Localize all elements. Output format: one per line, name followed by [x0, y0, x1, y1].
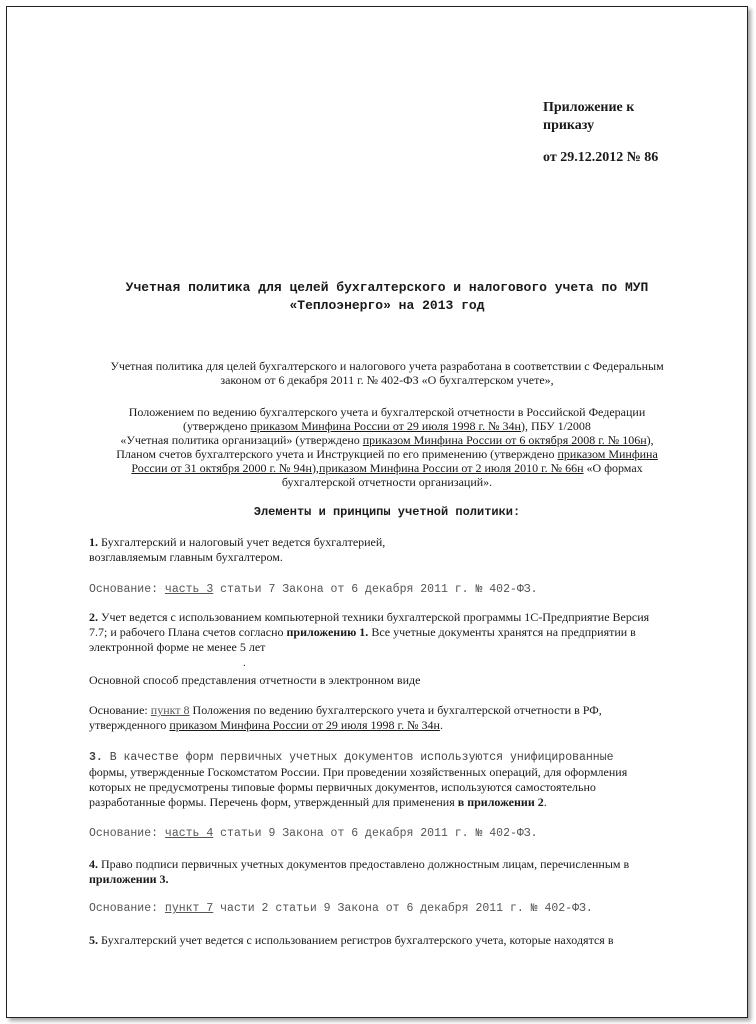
- text: Основание:: [89, 583, 165, 596]
- item-2: [89, 610, 709, 655]
- appendix-header: [543, 99, 634, 135]
- link-order-106n[interactable]: приказом Минфина России от 6 октября 2008 г. № 106н: [362, 433, 647, 447]
- item-1-line2: возглавляемым главным бухгалтером.: [89, 550, 283, 564]
- title-line1: Учетная политика для целей бухгалтерского и налогового учета по МУП: [125, 280, 649, 295]
- link-order-34n[interactable]: приказом Минфина России от 29 июля 1998 г. № 34н: [250, 419, 521, 433]
- item-3-line3: которых не предусмотрены типовые формы первичных документов, используются самостоятельно: [89, 780, 596, 794]
- text: части 2 статьи 9 Закона от 6 декабря 2011 г. № 402-ФЗ.: [213, 902, 593, 915]
- regulations-line3: [67, 433, 707, 447]
- text: ),: [311, 461, 319, 475]
- document-page: [6, 6, 748, 1018]
- regulations-line2: [67, 419, 707, 433]
- link-order-66n[interactable]: приказом Минфина России от 2 июля 2010 г. № 66н: [318, 461, 584, 475]
- item-4: [89, 857, 709, 887]
- regulations-line1: Положением по ведению бухгалтерского учета и бухгалтерской отчетности в Российской Федерации: [128, 405, 646, 419]
- appendix-line1: Приложение к: [543, 100, 635, 115]
- text: 7.7; и рабочего Плана счетов согласно: [89, 625, 287, 639]
- appendix-2-ref: в приложении 2: [457, 795, 544, 809]
- regulations-paragraph: [67, 405, 707, 489]
- item-2-line4: Основной способ представления отчетности в электронном виде: [89, 673, 421, 687]
- basis-2-line1: [89, 703, 709, 718]
- intro-line1: Учетная политика для целей бухгалтерского и налогового учета разработана в соответствии с Федеральным: [110, 359, 664, 373]
- appendix-line2: приказу: [543, 118, 595, 133]
- appendix-1-ref: приложению 1.: [286, 625, 369, 639]
- item-number: 3.: [89, 751, 103, 764]
- basis-4: [89, 901, 709, 916]
- basis-1: [89, 582, 709, 597]
- text: Учет ведется с использованием компьютерной техники бухгалтерской программы 1С-Предприятие Версия: [98, 610, 650, 624]
- text: Основание:: [89, 827, 165, 840]
- basis-2-line2: [89, 718, 709, 733]
- intro-line2: законом от 6 декабря 2011 г. № 402-ФЗ «О бухгалтерском учете»,: [220, 373, 554, 387]
- text: .: [439, 718, 443, 732]
- text: Положения по ведению бухгалтерского учета и бухгалтерской отчетности в РФ,: [189, 703, 602, 717]
- text: Бухгалтерский и налоговый учет ведется бухгалтерией,: [98, 535, 386, 549]
- text: «О формах: [583, 461, 643, 475]
- link-order-34n-2[interactable]: приказом Минфина России от 29 июля 1998 г. № 34н: [169, 718, 440, 732]
- regulations-line5: [67, 461, 707, 475]
- basis-3: [89, 826, 709, 841]
- item-3-line4: [89, 795, 709, 810]
- stray-dot: .: [243, 657, 246, 669]
- text: Основание:: [89, 703, 151, 717]
- item-3-line2: формы, утвержденные Госкомстатом России. При проведении хозяйственных операций, для оформления: [89, 765, 628, 779]
- item-4-line1: [89, 857, 709, 872]
- text: Бухгалтерский учет ведется с использованием регистров бухгалтерского учета, которые находятся в: [98, 933, 614, 947]
- intro-paragraph: [67, 359, 707, 387]
- link-part-3[interactable]: часть 3: [164, 583, 214, 596]
- link-item-8[interactable]: пункт 8: [150, 703, 190, 717]
- regulations-line6: бухгалтерской отчетности организаций».: [281, 475, 493, 489]
- link-order-94n-part2[interactable]: России от 31 октября 2000 г. № 94н: [131, 461, 312, 475]
- regulations-line4: [67, 447, 707, 461]
- item-3: [89, 750, 709, 810]
- item-5: [89, 933, 709, 948]
- text: Все учетные документы хранятся на предприятии в: [368, 625, 636, 639]
- text: ),: [646, 433, 654, 447]
- text: Планом счетов бухгалтерского учета и Инструкцией по его применению (утверждено: [116, 447, 558, 461]
- item-2-line2: [89, 625, 709, 640]
- text: «Учетная политика организаций» (утверждено: [120, 433, 363, 447]
- link-part-4[interactable]: часть 4: [164, 827, 214, 840]
- item-1: [89, 535, 709, 565]
- item-2-line1: [89, 610, 709, 625]
- title-line2: «Теплоэнерго» на 2013 год: [289, 298, 485, 313]
- text: .: [543, 795, 547, 809]
- item-number: 2.: [89, 610, 98, 624]
- text: разработанные формы. Перечень форм, утвержденный для применения: [89, 795, 458, 809]
- text: статьи 9 Закона от 6 декабря 2011 г. № 402-ФЗ.: [213, 827, 538, 840]
- text: Право подписи первичных учетных документов предоставлено должностным лицам, перечисленным в: [98, 857, 630, 871]
- item-1-line1: [89, 535, 709, 550]
- section-heading: Элементы и принципы учетной политики:: [253, 505, 521, 519]
- text: ), ПБУ 1/2008: [520, 419, 591, 433]
- item-5-line1: [89, 933, 709, 948]
- text: (утверждено: [183, 419, 251, 433]
- text: Основание:: [89, 902, 165, 915]
- text: В качестве форм первичных учетных документов используются унифицированные: [102, 751, 614, 764]
- link-order-94n-part1[interactable]: приказом Минфина: [557, 447, 658, 461]
- item-2-line3: электронной форме не менее 5 лет: [89, 640, 266, 654]
- text: статьи 7 Закона от 6 декабря 2011 г. № 402-ФЗ.: [213, 583, 538, 596]
- text: утвержденного: [89, 718, 170, 732]
- basis-2: [89, 703, 709, 733]
- appendix-3-ref: приложении 3.: [89, 872, 169, 886]
- item-3-line1: [89, 750, 709, 765]
- appendix-date: от 29.12.2012 № 86: [543, 150, 659, 165]
- item-number: 5.: [89, 933, 98, 947]
- link-item-7[interactable]: пункт 7: [164, 902, 214, 915]
- item-number: 1.: [89, 535, 98, 549]
- item-number: 4.: [89, 857, 98, 871]
- document-title: [67, 279, 707, 315]
